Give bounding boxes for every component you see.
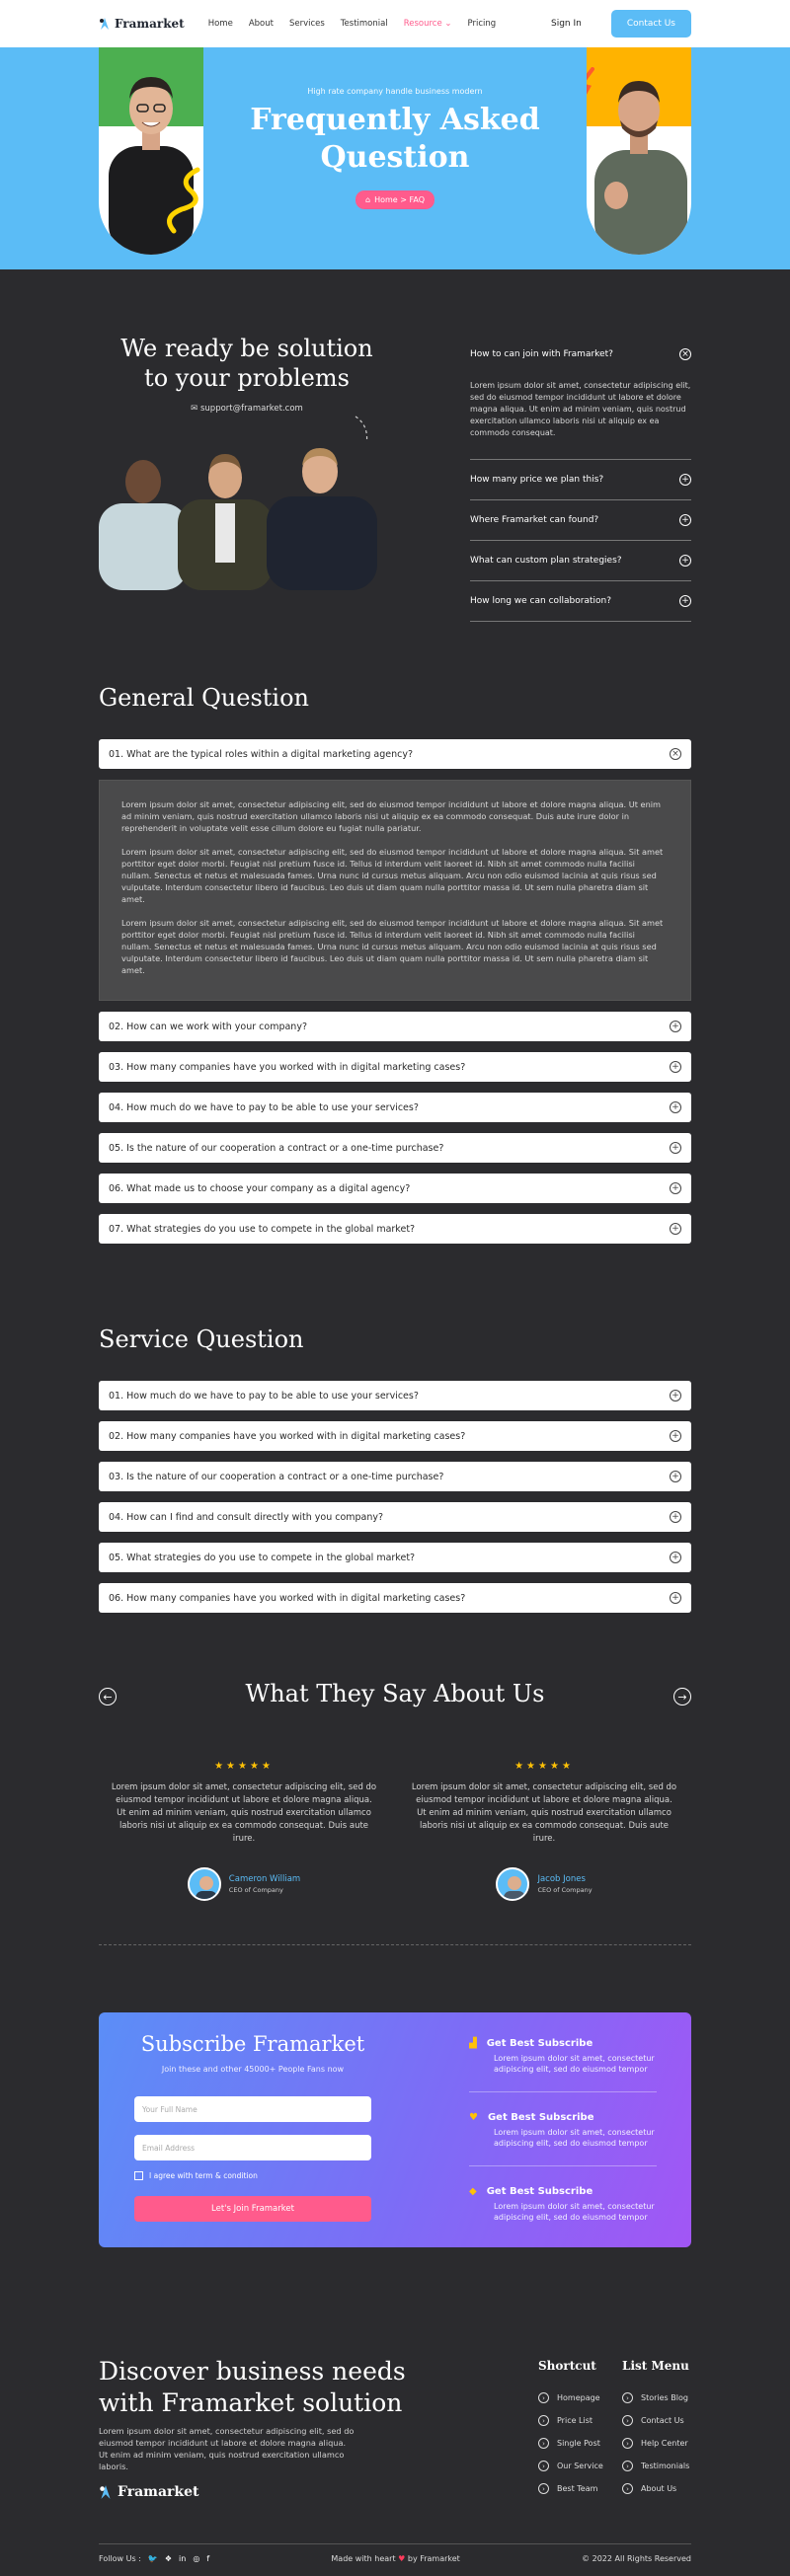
intro-title-line2: to your problems [144, 364, 350, 392]
star-rating-icon: ★★★★★ [514, 1761, 574, 1772]
made-prefix: Made with heart [331, 2554, 396, 2563]
mail-icon: ✉ [191, 404, 198, 414]
footer-link[interactable] [538, 2455, 603, 2477]
linkedin-icon[interactable]: in [179, 2554, 187, 2563]
footer-text: Lorem ipsum dolor sit amet, consectetur adipiscing elit, sed do eiusmod tempor incididunt ut labore et dolore magna aliqua. Ut enim ad minim veniam, quis nostrud exercitation ullamco laboris. [99, 2426, 355, 2471]
perk-item [469, 2038, 657, 2075]
general-section-title: General Question [99, 684, 309, 712]
testimonial-card [411, 1761, 677, 1901]
arrow-right-icon: › [538, 2483, 549, 2494]
intro-faq-item[interactable] [470, 581, 691, 622]
faq-question-text: 06. What made us to choose your company as a digital agency? [109, 1182, 411, 1194]
subscribe-card [99, 2012, 691, 2247]
footer-link-label: Help Center [641, 2439, 688, 2448]
footer-title-line2: with Framarket solution [99, 2388, 403, 2417]
facebook-icon[interactable]: f [206, 2554, 210, 2563]
author-name: Cameron William [228, 1874, 301, 1884]
faq-question-text: 07. What strategies do you use to compete in the global market? [109, 1223, 416, 1235]
nav-link-home[interactable]: Home [207, 19, 233, 29]
general-question-section [0, 644, 790, 1244]
plus-icon[interactable]: + [670, 1552, 681, 1563]
faq-question-text: 04. How can I find and consult directly with you company? [109, 1511, 384, 1523]
footer-link-label: Best Team [557, 2484, 598, 2493]
intro-faq-question-text: How to can join with Framarket? [470, 349, 613, 359]
instagram-icon[interactable]: ◎ [193, 2554, 200, 2563]
close-icon[interactable]: × [670, 748, 681, 760]
service-faq-item[interactable] [99, 1543, 691, 1572]
plus-icon[interactable]: + [670, 1390, 681, 1402]
arrow-right-icon: › [538, 2415, 549, 2426]
intro-title-line1: We ready be solution [120, 335, 373, 362]
general-faq-item[interactable] [99, 1133, 691, 1163]
footer-link-label: About Us [641, 2484, 677, 2493]
section-divider [99, 1944, 691, 1945]
testimonial-card [111, 1761, 377, 1901]
subscribe-title: Subscribe Framarket [140, 2032, 365, 2056]
intro-faq-question-text: What can custom plan strategies? [470, 556, 622, 566]
arrow-right-icon: › [622, 2483, 633, 2494]
service-faq-item[interactable] [99, 1583, 691, 1613]
twitter-icon[interactable]: 🐦 [147, 2554, 158, 2563]
footer-link[interactable] [622, 2477, 689, 2500]
footer-link-label: Stories Blog [641, 2393, 688, 2402]
faq-question-text: 01. What are the typical roles within a digital marketing agency? [109, 748, 414, 760]
faq-question-text: 02. How can we work with your company? [109, 1021, 307, 1032]
answer-paragraph: Lorem ipsum dolor sit amet, consectetur adipiscing elit, sed do eiusmod tempor incididunt ut labore et dolore magna aliqua. Sit amet porttitor eget dolor morbi. Feugiat nisl pretium fusce id. Tellus id interdum velit laoreet id. Nibh sit amet commodo nulla facilisi nullam. Senectus et netus et malesuada fames. Urna nunc id cursus metus aliquam. Arcu non odio euismod lacinia at quis risus sed vulputate. Interdum consectetur libero id faucibus. Leo duis ut diam quam nulla porttitor massa id. Ut sem nulla pharetra diam sit amet. [121, 918, 664, 975]
arrow-left-icon[interactable]: ← [99, 1688, 117, 1705]
copyright: © 2022 All Rights Reserved [582, 2554, 691, 2563]
faq-question-text: 03. Is the nature of our cooperation a contract or a one-time purchase? [109, 1471, 444, 1482]
dribbble-icon[interactable]: ❖ [164, 2554, 173, 2563]
footer-link-label: Testimonials [641, 2462, 690, 2470]
answer-paragraph: Lorem ipsum dolor sit amet, consectetur adipiscing elit, sed do eiusmod tempor incididunt ut labore et dolore magna aliqua. Ut enim ad minim veniam, quis nostrud exercitation ullamco laboris nisi ut aliquip ex ea commodo consequat. Duis aute irure dolor in reprehenderit in voluptate velit esse cillum dolore eu fugiat nulla pariatur. [121, 799, 662, 833]
arrow-right-icon[interactable]: → [673, 1688, 691, 1705]
perk-divider [469, 2165, 657, 2166]
footer [0, 2247, 790, 2576]
author-role: CEO of Company [537, 1886, 592, 1894]
shortcut-heading: Shortcut [538, 2359, 596, 2373]
plus-icon[interactable]: + [670, 1182, 681, 1194]
heart-icon: ♥ [469, 2112, 478, 2123]
terms-label: I agree with term & condition [149, 2171, 258, 2180]
intro-faq-question[interactable] [470, 342, 691, 366]
intro-faq-item-open[interactable] [470, 342, 691, 460]
faq-question-text: 02. How many companies have you worked with in digital marketing cases? [109, 1430, 466, 1442]
service-section-title: Service Question [99, 1326, 304, 1353]
tag-icon: ◆ [469, 2186, 477, 2197]
full-name-input[interactable]: Your Full Name [134, 2096, 371, 2122]
close-icon[interactable]: × [679, 348, 691, 360]
menu-heading: List Menu [622, 2359, 689, 2373]
footer-link-label: Single Post [557, 2439, 600, 2448]
footer-shortcut-column [538, 2359, 603, 2500]
hero-title-line1: Frequently Asked [250, 103, 540, 137]
avatar-image [190, 1869, 221, 1901]
service-faq-item[interactable] [99, 1502, 691, 1532]
intro-faq-item[interactable] [470, 500, 691, 541]
footer-link-label: Price List [557, 2416, 593, 2425]
arrow-right-icon: › [538, 2461, 549, 2471]
chevron-down-icon: ⌄ [444, 19, 452, 29]
breadcrumb-text: Home > FAQ [374, 195, 425, 204]
hero-content [217, 87, 573, 209]
service-faq-item[interactable] [99, 1421, 691, 1451]
footer-link[interactable] [622, 2432, 689, 2455]
brand-name: Framarket [115, 17, 185, 31]
intro-faq-question-text: How long we can collaboration? [470, 596, 611, 606]
intro-faq-item[interactable] [470, 460, 691, 500]
breadcrumb[interactable] [356, 190, 434, 209]
perk-text: Lorem ipsum dolor sit amet, consectetur adipiscing elit, sed do eiusmod tempor [494, 2202, 655, 2222]
author-role: CEO of Company [228, 1886, 283, 1894]
plus-icon[interactable]: + [679, 514, 691, 526]
hero-photo-right [587, 47, 691, 255]
general-faq-item[interactable] [99, 1012, 691, 1041]
footer-link-label: Our Service [557, 2462, 603, 2470]
general-faq-item[interactable] [99, 1093, 691, 1122]
faq-question-text: 05. What strategies do you use to compete in the global market? [109, 1552, 416, 1563]
join-button[interactable]: Let's Join Framarket [134, 2196, 371, 2222]
star-rating-icon: ★★★★★ [214, 1761, 274, 1772]
nav-link-resource[interactable] [404, 19, 452, 29]
top-navbar [0, 0, 790, 47]
footer-title-line1: Discover business needs [99, 2357, 406, 2386]
general-faq-item[interactable] [99, 1174, 691, 1203]
footer-link[interactable] [538, 2432, 603, 2455]
footer-link[interactable] [538, 2387, 603, 2409]
plus-icon[interactable]: + [670, 1223, 681, 1235]
footer-link[interactable] [622, 2409, 689, 2432]
brand-logo[interactable] [99, 17, 185, 31]
nav-actions [551, 10, 691, 38]
contact-button[interactable]: Contact Us [611, 10, 691, 38]
plus-icon[interactable]: + [679, 474, 691, 486]
hero-banner [0, 47, 790, 269]
faq-question-text: 03. How many companies have you worked with in digital marketing cases? [109, 1061, 466, 1073]
arrow-right-icon: › [622, 2438, 633, 2449]
plus-icon[interactable]: + [679, 555, 691, 567]
intro-faq-question-text: Where Framarket can found? [470, 515, 599, 525]
service-faq-item[interactable] [99, 1462, 691, 1491]
intro-faq-list [470, 342, 691, 622]
footer-brand-name: Framarket [118, 2484, 199, 2500]
footer-title [99, 2356, 434, 2419]
general-faq-item[interactable] [99, 1214, 691, 1244]
arrow-right-icon: › [538, 2438, 549, 2449]
footer-logo[interactable] [99, 2484, 198, 2500]
avatar [496, 1867, 529, 1901]
home-icon: ⌂ [365, 195, 371, 204]
terms-checkbox-row[interactable] [134, 2171, 258, 2180]
footer-link-label: Homepage [557, 2393, 600, 2402]
intro-faq-question-text: How many price we plan this? [470, 475, 604, 485]
author-name: Jacob Jones [537, 1874, 586, 1884]
plus-icon[interactable]: + [679, 595, 691, 607]
perk-item [469, 2186, 657, 2223]
nav-link-services[interactable]: Services [288, 19, 325, 29]
testimonial-author [111, 1867, 377, 1901]
intro-section [0, 269, 790, 644]
answer-paragraph: Lorem ipsum dolor sit amet, consectetur adipiscing elit, sed do eiusmod tempor incididunt ut labore et dolore magna aliqua. Sit amet porttitor eget dolor morbi. Feugiat nisl pretium fusce id. Tellus id interdum velit laoreet id. Nibh sit amet commodo nulla facilisi nullam. Senectus et netus et malesuada fames. Urna nunc id cursus metus aliquam. Arcu non odio euismod lacinia at quis risus sed vulputate. Interdum consectetur libero id faucibus. Leo duis ut diam quam nulla porttitor massa id. Ut sem nulla pharetra diam sit amet. [121, 847, 664, 904]
arrow-right-icon: › [622, 2392, 633, 2403]
footer-link-label: Contact Us [641, 2416, 684, 2425]
support-email[interactable] [99, 404, 395, 414]
terms-checkbox[interactable] [134, 2171, 143, 2180]
nav-link-pricing[interactable]: Pricing [467, 19, 497, 29]
perk-title: Get Best Subscribe [486, 2186, 593, 2197]
social-links [99, 2554, 209, 2563]
nav-link-testimonial[interactable]: Testimonial [340, 19, 388, 29]
perk-text: Lorem ipsum dolor sit amet, consectetur adipiscing elit, sed do eiusmod tempor [494, 2054, 655, 2074]
plus-icon[interactable]: + [670, 1592, 681, 1604]
nav-link-resource-label: Resource [403, 19, 442, 29]
perk-title: Get Best Subscribe [486, 2038, 593, 2049]
footer-link[interactable] [538, 2409, 603, 2432]
chart-icon: ▟ [469, 2038, 477, 2049]
footer-bottom-bar [99, 2543, 691, 2563]
signin-link[interactable]: Sign In [550, 19, 582, 29]
intro-faq-item[interactable] [470, 541, 691, 581]
testimonials-section [0, 1680, 790, 1966]
nav-links [208, 19, 496, 29]
footer-menu-column [622, 2359, 689, 2500]
perk-text: Lorem ipsum dolor sit amet, consectetur adipiscing elit, sed do eiusmod tempor [494, 2128, 655, 2148]
logo-icon [99, 2484, 113, 2500]
made-suffix: by Framarket [407, 2554, 460, 2563]
subscribe-desc: Join these and other 45000+ People Fans now [161, 2065, 345, 2074]
email-input[interactable]: Email Address [134, 2135, 371, 2160]
arrow-right-icon: › [538, 2392, 549, 2403]
team-photo-image [99, 442, 377, 590]
squiggle-decoration [158, 166, 203, 235]
general-faq-answer [99, 780, 691, 1001]
support-email-text: support@framarket.com [199, 404, 303, 414]
perk-item [469, 2112, 657, 2149]
hero-title [217, 102, 573, 177]
plus-icon[interactable]: + [670, 1511, 681, 1523]
arrow-right-icon: › [622, 2461, 633, 2471]
plus-icon[interactable]: + [670, 1471, 681, 1482]
logo-icon [99, 17, 111, 31]
testimonials-title: What They Say About Us [245, 1680, 545, 1707]
nav-link-about[interactable]: About [248, 19, 274, 29]
hero-photo-left [99, 47, 203, 255]
plus-icon[interactable]: + [670, 1021, 681, 1032]
perk-title: Get Best Subscribe [487, 2112, 594, 2123]
intro-faq-answer: Lorem ipsum dolor sit amet, consectetur adipiscing elit, sed do eiusmod tempor incididunt ut labore et dolore magna aliqua. Ut enim ad minim veniam, quis nostrud exercitation ullamco laboris nisi ut aliquip ex ea commodo consequat. [470, 381, 691, 437]
hero-subtitle: High rate company handle business modern [307, 87, 483, 96]
general-faq-item-open[interactable] [99, 739, 691, 769]
perk-divider [469, 2091, 657, 2092]
made-with-heart [331, 2554, 459, 2563]
testimonial-author [411, 1867, 677, 1901]
testimonial-text: Lorem ipsum dolor sit amet, consectetur adipiscing elit, sed do eiusmod tempor incididunt ut labore et dolore magna aliqua. Ut enim ad minim veniam, quis nostrud exercitation ullamco laboris nisi ut aliquip ex ea commodo consequat. Duis aute irure. [111, 1782, 377, 1844]
faq-question-text: 06. How many companies have you worked with in digital marketing cases? [109, 1592, 466, 1604]
service-faq-item[interactable] [99, 1381, 691, 1410]
service-question-section [0, 1254, 790, 1613]
faq-question-text: 04. How much do we have to pay to be able to use your services? [109, 1101, 419, 1113]
plus-icon[interactable]: + [670, 1101, 681, 1113]
plus-icon[interactable]: + [670, 1061, 681, 1073]
plus-icon[interactable]: + [670, 1142, 681, 1154]
footer-link[interactable] [538, 2477, 603, 2500]
footer-link[interactable] [622, 2387, 689, 2409]
hero-title-line2: Question [320, 140, 470, 175]
faq-question-text: 05. Is the nature of our cooperation a contract or a one-time purchase? [109, 1142, 444, 1154]
heart-icon: ♥ [398, 2554, 406, 2563]
general-faq-item[interactable] [99, 1052, 691, 1082]
testimonial-text: Lorem ipsum dolor sit amet, consectetur adipiscing elit, sed do eiusmod tempor incididunt ut labore et dolore magna aliqua. Ut enim ad minim veniam, quis nostrud exercitation ullamco laboris nisi ut aliquip ex ea commodo consequat. Duis aute irure. [411, 1782, 677, 1844]
faq-question-text: 01. How much do we have to pay to be able to use your services? [109, 1390, 419, 1402]
avatar [188, 1867, 221, 1901]
lightning-decoration [587, 67, 602, 107]
intro-title [99, 334, 395, 393]
avatar-image [498, 1869, 529, 1901]
footer-link[interactable] [622, 2455, 689, 2477]
arrow-right-icon: › [622, 2415, 633, 2426]
follow-label: Follow Us : [99, 2554, 141, 2563]
plus-icon[interactable]: + [670, 1430, 681, 1442]
